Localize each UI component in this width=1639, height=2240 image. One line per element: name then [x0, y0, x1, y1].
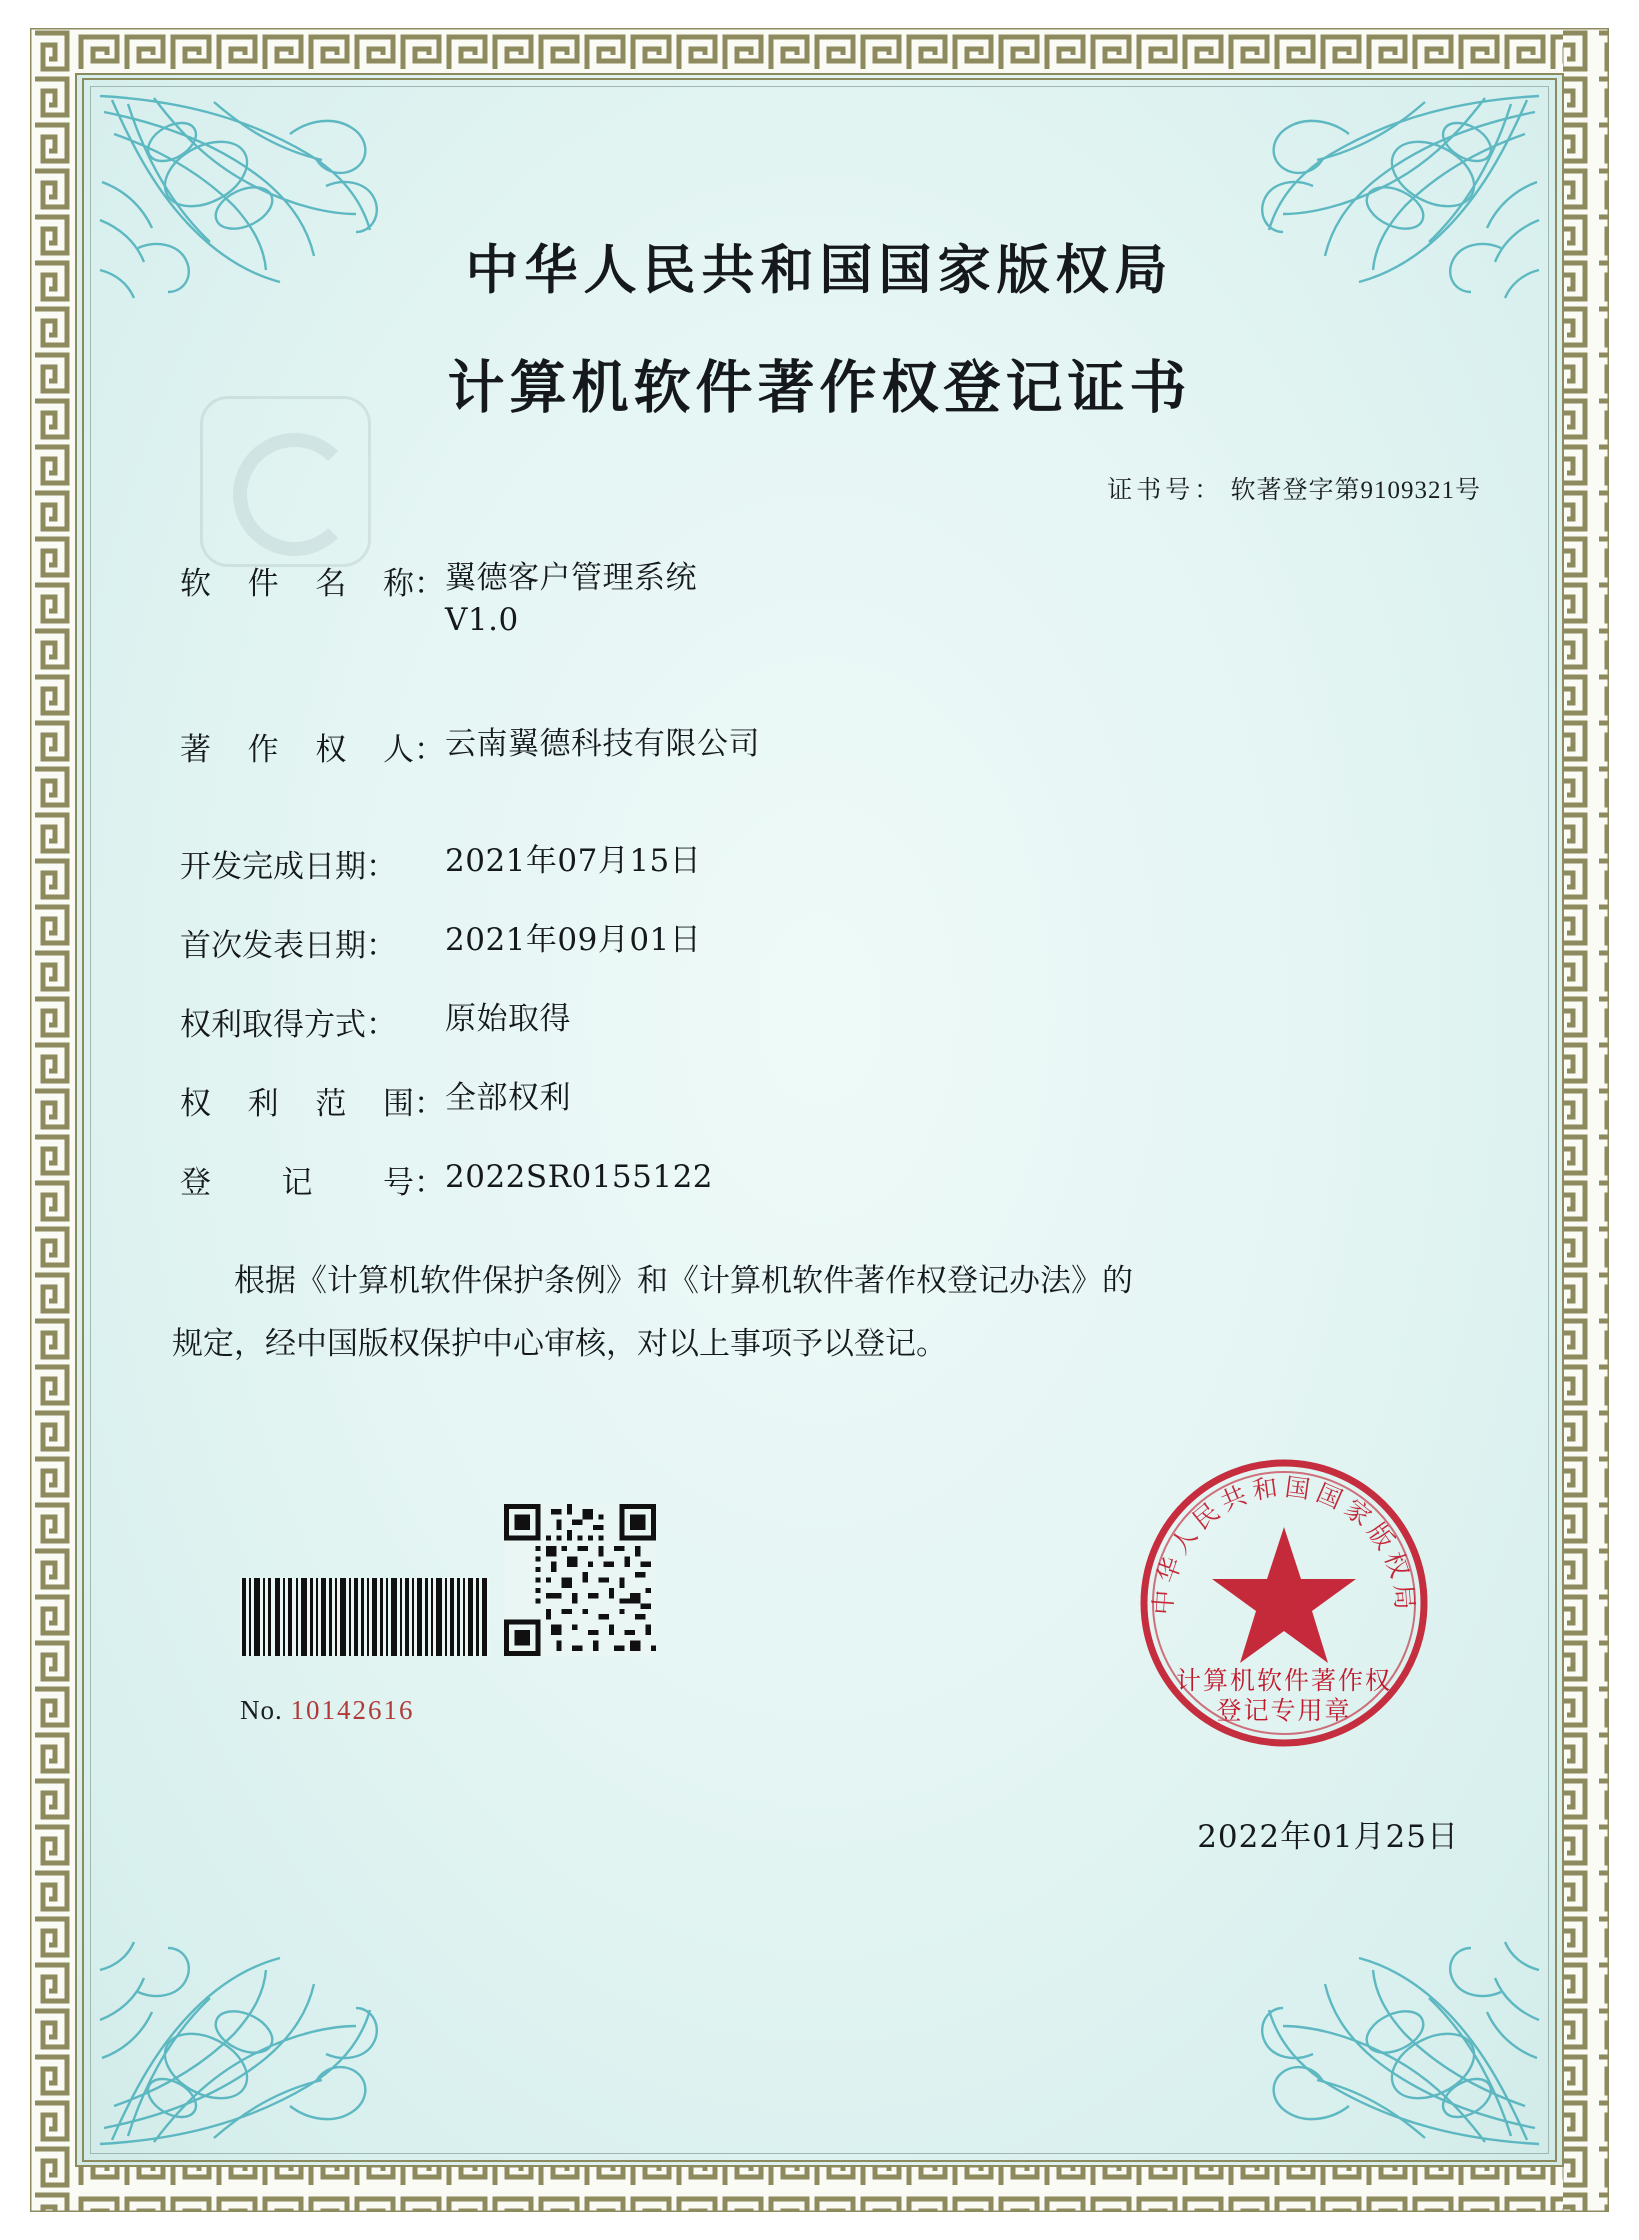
field-label: 权利取得方式：	[180, 1006, 397, 1043]
development-date-value: 2021年07月15日	[445, 842, 702, 879]
field-row-acquisition-method	[180, 999, 1499, 1044]
field-label: 开发完成日期：	[180, 848, 397, 885]
field-row-first-publish-date	[180, 920, 1499, 965]
field-row-copyright-owner	[180, 724, 1499, 769]
acquisition-method-value: 原始取得	[445, 1000, 571, 1037]
seal-star-icon	[1212, 1527, 1356, 1663]
qr-code-icon	[504, 1504, 656, 1656]
software-name-value: 翼德客户管理系统	[445, 560, 697, 596]
certificate-number-label: 证书号：	[1107, 477, 1224, 504]
barcode-icon	[240, 1578, 490, 1656]
field-label: 首次发表日期：	[180, 927, 397, 964]
field-list	[140, 558, 1499, 1202]
field-row-registration-number	[180, 1157, 1499, 1202]
field-label: 软 件 名 称：	[180, 566, 445, 602]
serial-number	[240, 1695, 656, 1726]
serial-label: No.	[240, 1695, 283, 1725]
field-value	[445, 558, 697, 642]
field-value	[445, 724, 760, 766]
seal-line-2: 登记专用章	[1216, 1696, 1352, 1725]
field-label: 权 利 范 围：	[180, 1085, 445, 1122]
first-publish-date-value: 2021年09月01日	[445, 921, 702, 958]
certificate-frame	[30, 28, 1609, 2212]
code-block	[240, 1468, 656, 1726]
rights-scope-value: 全部权利	[445, 1079, 571, 1116]
certificate-number-value: 软著登字第9109321号	[1230, 477, 1481, 504]
statement-paragraph	[140, 1250, 1499, 1377]
certificate-number	[140, 470, 1499, 506]
issue-date: 2022年01月25日	[1197, 1819, 1459, 1855]
field-row-software-name	[180, 558, 1499, 642]
field-label: 著 作 权 人：	[180, 731, 445, 768]
software-version-value: V1.0	[445, 601, 519, 638]
certificate-title: 计算机软件著作权登记证书	[447, 354, 1192, 421]
field-row-rights-scope	[180, 1078, 1499, 1123]
seal-line-1: 计算机软件著作权	[1175, 1666, 1393, 1695]
statement-line-2: 规定，经中国版权保护中心审核，对以上事项予以登记。	[172, 1326, 947, 1363]
copyright-owner-value: 云南翼德科技有限公司	[445, 725, 760, 762]
statement-line-1: 根据《计算机软件保护条例》和《计算机软件著作权登记办法》的	[234, 1262, 1133, 1299]
spacer	[180, 799, 1499, 841]
issuer-title: 中华人民共和国国家版权局	[465, 239, 1174, 301]
official-seal	[1134, 1453, 1434, 1753]
field-row-development-date	[180, 841, 1499, 886]
registration-number-value: 2022SR0155122	[445, 1158, 714, 1195]
field-label: 登 记 号：	[180, 1164, 445, 1201]
spacer	[180, 672, 1499, 724]
seal-arc-text: 中华人民共和国国家版权局	[1148, 1472, 1420, 1616]
serial-value: 10142616	[290, 1695, 415, 1725]
